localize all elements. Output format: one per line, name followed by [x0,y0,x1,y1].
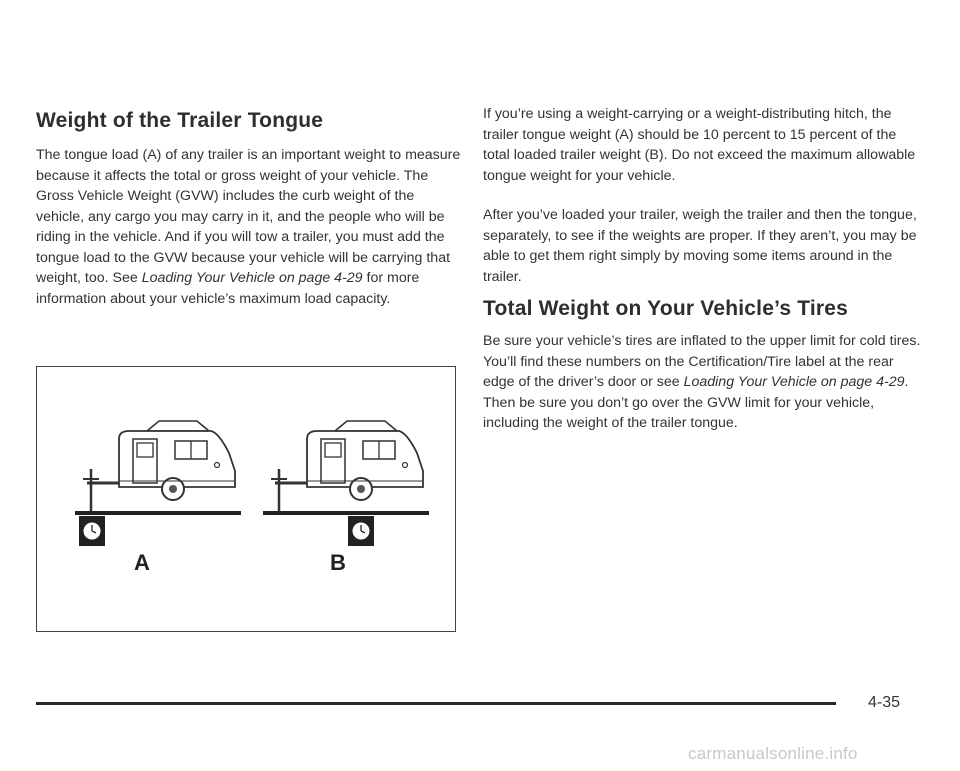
hitch-weight-paragraph: If you’re using a weight-carrying or a weight-distributing hitch, the trailer tongue weight (A) should be 10 percent to 15 percent of the total loaded trailer weight (B). Do not exceed the maximum allowable tongue weight for your vehicle. [483,106,916,184]
watermark: carmanualsonline.info [688,744,858,763]
section-title-total-weight: Total Weight on Your Vehicle’s Tires [483,297,849,320]
figure-label-a: A [134,550,150,575]
section-title-trailer-tongue: Weight of the Trailer Tongue [36,109,324,132]
para-text: Be sure your vehicle’s tires are inflated to the upper limit for cold tires. You’ll find these numbers on the Certification/Tire label at the rear edge of the driver’s door or see [483,333,921,390]
cross-reference-link[interactable]: Loading Your Vehicle on page 4-29 [141,270,363,286]
cross-reference-link[interactable]: Loading Your Vehicle on page 4-29 [683,374,905,390]
tire-weight-paragraph [483,331,923,434]
trailer-weighing-illustration [36,366,456,632]
weigh-trailer-paragraph: After you’ve loaded your trailer, weigh the trailer and then the tongue, separately, to see if the weights are proper. If they aren’t, you may be able to get them right simply by moving some items around in the trailer. [483,207,917,285]
tongue-load-paragraph [36,145,464,309]
para-text: . Then be sure you don’t go over the GVW limit for your vehicle, including the weight of the trailer tongue. [483,374,909,431]
para-text: for more information about your vehicle’s maximum load capacity. [36,270,420,307]
trailer-drawing [37,367,457,633]
para-text: The tongue load (A) of any trailer is an important weight to measure because it affects the total or gross weight of your vehicle. The Gross Vehicle Weight (GVW) includes the curb weight of the vehicle, any cargo you may carry in it, and the people who will be riding in the vehicle. And if you will tow a trailer, you must add the tongue load to the GVW because your vehicle will be carrying that weight, too. See [36,147,461,286]
footer-rule [36,702,836,705]
figure-label-b: B [330,550,346,575]
page-number: 4-35 [868,694,901,711]
